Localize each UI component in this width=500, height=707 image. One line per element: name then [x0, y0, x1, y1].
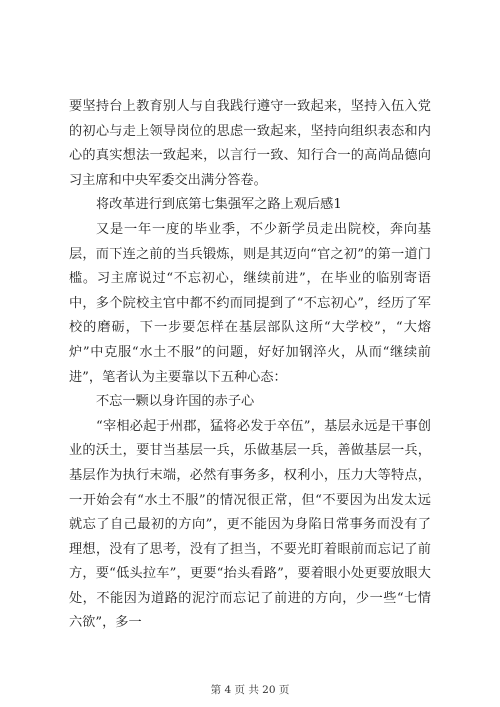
- paragraph-3: 又是一年一度的毕业季，不少新学员走出院校，奔向基层，而下连之前的当兵锻炼，则是其迈向“官之初”的第一道门槛。习主席说过“不忘初心，继续前进”，在毕业的临别寄语中，多个院校主官中都不约而同提到了“不忘初心”，经历了军校的磨砺，下一步要怎样在基层部队这所“大学校”，“大熔炉”中克服“水土不服”的问题，好好加钢淬火，从而“继续前进”，笔者认为主要靠以下五种心态：: [69, 221, 431, 385]
- paragraph-4-subheading: 不忘一颗以身许国的赤子心: [96, 394, 255, 410]
- document-body: [69, 95, 431, 636]
- page-footer: 第 4 页 共 20 页: [210, 684, 290, 696]
- paragraph-5: “宰相必起于州郡，猛将必发于卒伍”，基层永远是干事创业的沃土，要甘当基层一兵，乐做基层一兵，善做基层一兵，基层作为执行末端，必然有事务多，权利小，压力大等特点，一开始会有“水土不服”的情况很正常，但“不要因为出发太远就忘了自己最初的方向”，更不能因为身陷日常事务而没有了理想，没有了思考，没有了担当，不要光盯着眼前而忘记了前方，要“低头拉车”，更要“抬头看路”，要着眼小处更要放眼大处，不能因为道路的泥泞而忘记了前进的方向，少一些“七情六欲”，多一: [69, 418, 431, 631]
- paragraph-2-heading: 将改革进行到底第七集强军之路上观后感1: [96, 197, 342, 213]
- paragraph-1: 要坚持台上教育别人与自我践行遵守一致起来，坚持入伍入党的初心与走上领导岗位的思虑一致起来，坚持向组织表态和内心的真实想法一致起来，以言行一致、知行合一的高尚品德向习主席和中央军委交出满分答卷。: [69, 99, 431, 188]
